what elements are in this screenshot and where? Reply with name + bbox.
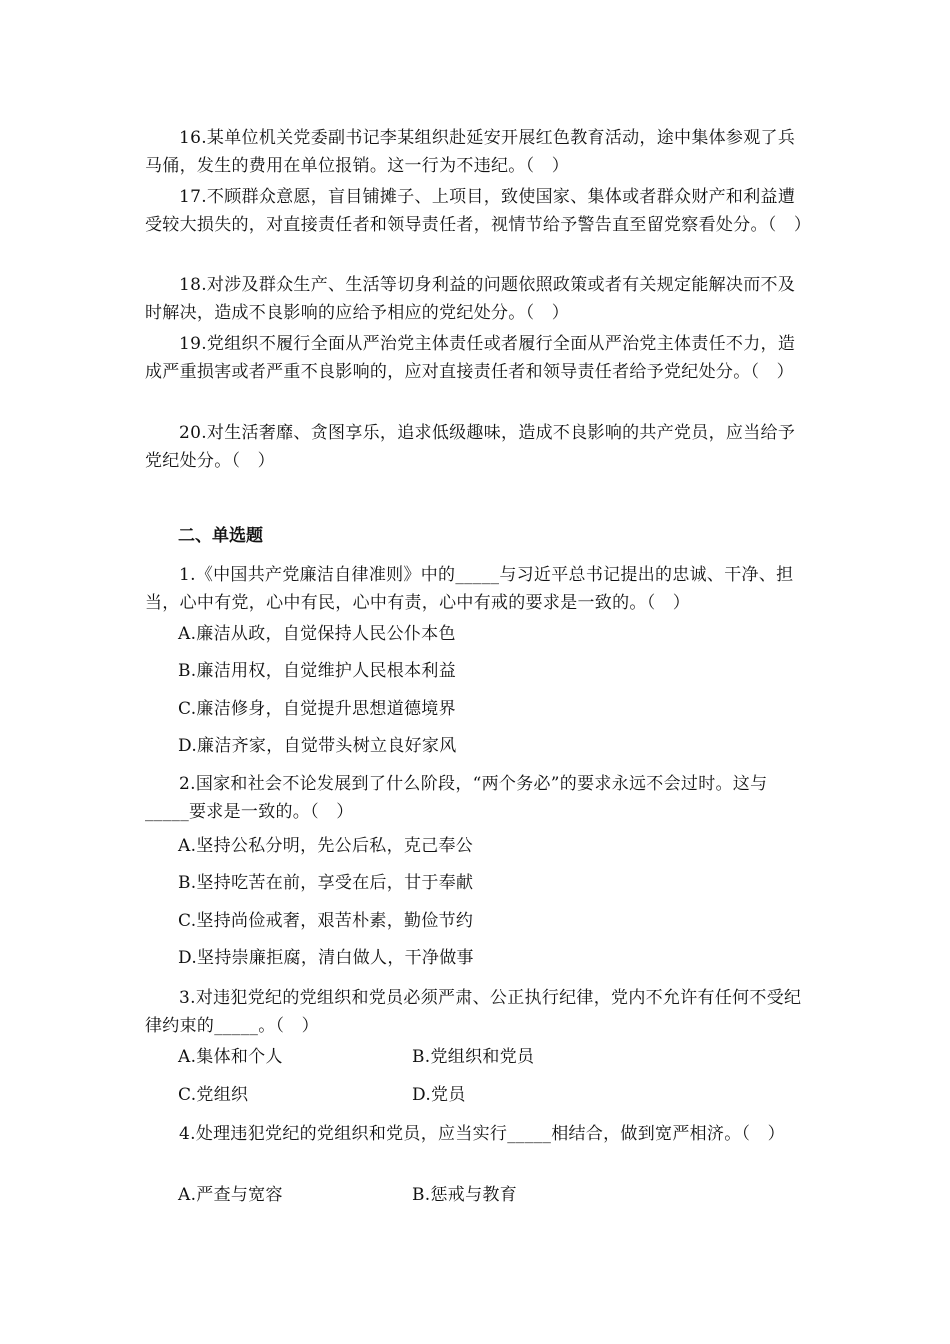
sc-q3-option-b: B.党组织和党员 [412,1047,535,1067]
sc-question-1: 1.《中国共产党廉洁自律准则》中的_____与习近平总书记提出的忠诚、干净、担当，心中有党，心中有民，心中有责，心中有戒的要求是一致的。（ ） [145,565,794,613]
sc-q3-option-d: D.党员 [412,1085,466,1105]
question-17: 17.不顾群众意愿，盲目铺摊子、上项目，致使国家、集体或者群众财产和利益遭受较大损失的，对直接责任者和领导责任者，视情节给予警告直至留党察看处分。（ ） [145,187,812,235]
sc-q2-option-d: D.坚持崇廉拒腐，清白做人，干净做事 [178,948,474,968]
sc-q3-option-a: A.集体和个人 [178,1047,283,1067]
question-18: 18.对涉及群众生产、生活等切身利益的问题依照政策或者有关规定能解决而不及时解决，造成不良影响的应给予相应的党纪处分。（ ） [145,275,796,323]
sc-question-4: 4.处理违犯党纪的党组织和党员，应当实行_____相结合，做到宽严相济。（ ） [179,1124,785,1144]
sc-q3-option-c: C.党组织 [178,1085,249,1105]
sc-q1-option-d: D.廉洁齐家，自觉带头树立良好家风 [178,736,457,756]
sc-q1-option-a: A.廉洁从政，自觉保持人民公仆本色 [178,624,456,644]
sc-q4-option-a: A.严查与宽容 [178,1185,283,1205]
question-16: 16.某单位机关党委副书记李某组织赴延安开展红色教育活动，途中集体参观了兵马俑，发生的费用在单位报销。这一行为不违纪。（ ） [145,128,796,176]
sc-q1-option-c: C.廉洁修身，自觉提升思想道德境界 [178,699,456,719]
sc-q4-option-b: B.惩戒与教育 [412,1185,517,1205]
sc-q2-option-a: A.坚持公私分明，先公后私，克己奉公 [178,836,474,856]
section-heading-single-choice: 二、单选题 [178,526,263,546]
question-19: 19.党组织不履行全面从严治党主体责任或者履行全面从严治党主体责任不力，造成严重损害或者严重不良影响的，应对直接责任者和领导责任者给予党纪处分。（ ） [145,334,796,382]
sc-question-2: 2.国家和社会不论发展到了什么阶段，“两个务必”的要求永远不会过时。这与_____要求是一致的。（ ） [145,774,768,822]
sc-q2-option-c: C.坚持尚俭戒奢，艰苦朴素，勤俭节约 [178,911,474,931]
question-20: 20.对生活奢靡、贪图享乐，追求低级趣味，造成不良影响的共产党员，应当给予党纪处分。（ ） [145,423,796,471]
sc-q1-option-b: B.廉洁用权，自觉维护人民根本利益 [178,661,456,681]
sc-question-3: 3.对违犯党纪的党组织和党员必须严肃、公正执行纪律，党内不允许有任何不受纪律约束的_____。（ ） [145,988,802,1036]
sc-q2-option-b: B.坚持吃苦在前，享受在后，甘于奉献 [178,873,474,893]
